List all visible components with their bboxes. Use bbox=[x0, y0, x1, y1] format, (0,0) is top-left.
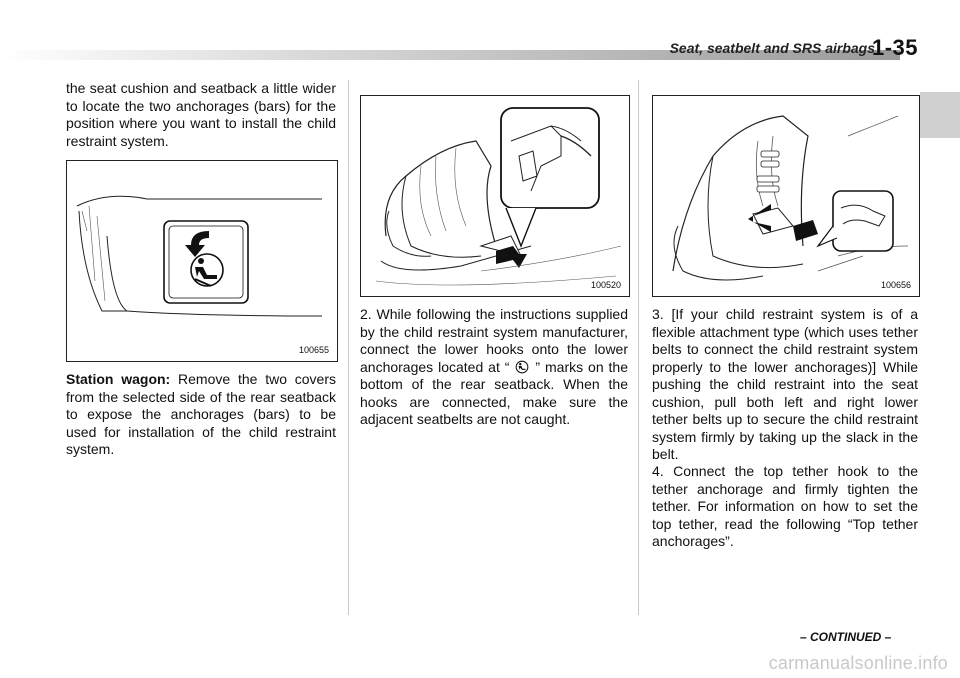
child-seat-anchor-icon bbox=[513, 360, 531, 374]
figure-number: 100655 bbox=[298, 345, 329, 355]
page-number: 1-35 bbox=[871, 35, 918, 60]
watermark: carmanualsonline.info bbox=[768, 653, 948, 673]
column-divider bbox=[638, 80, 639, 615]
seatback-cover-illustration bbox=[67, 161, 337, 361]
figure-number: 100520 bbox=[590, 280, 621, 290]
col3-step4: 4. Connect the top tether hook to the tether anchorage and firmly tighten the tether. For information on how to set the top tether, read the following “Top tether anchorages”. bbox=[652, 463, 918, 549]
continued-label: – CONTINUED – bbox=[800, 630, 892, 644]
child-seat-anchor-icon bbox=[191, 254, 223, 286]
flexible-attachment-illustration bbox=[653, 96, 919, 296]
figure-lower-hooks bbox=[360, 95, 630, 297]
figure-anchorage-cover bbox=[66, 160, 338, 362]
step2-text-before: 2. While following the instructions supplied by the child restraint system manufacturer, connect the lower hooks onto the lower anchorages located at “ bbox=[360, 306, 628, 375]
col1-station-wagon-text bbox=[66, 371, 336, 459]
col1-intro: the seat cushion and seatback a little wider to locate the two anchorages (bars) for the position where you want to install the child restraint system. bbox=[66, 80, 336, 149]
section-title: Seat, seatbelt and SRS airbags bbox=[669, 40, 875, 56]
col2-step2 bbox=[360, 306, 628, 429]
station-wagon-label: Station wagon: bbox=[66, 371, 171, 387]
col3-step3: 3. [If your child restraint system is of a flexible attachment type (which uses tether belts to connect the child restraint system properly to the lower anchorages)] While pushing the child restraint into the seat cushion, pull both left and right lower tether belts up to secure the child restraint system firmly by taking up the slack in the belt. bbox=[652, 306, 918, 462]
step2-text-after: ” marks on the bottom of the rear seatback. When the hooks are connected, make sure the adjacent seatbelts are not caught. bbox=[360, 358, 628, 427]
figure-number: 100656 bbox=[880, 280, 911, 290]
station-wagon-body: Remove the two covers from the selected side of the rear seatback to expose the anchorages (bars) to be used for installation of the child restraint system. bbox=[66, 371, 337, 457]
figure-tether-belts bbox=[652, 95, 920, 297]
child-seat-hooks-illustration bbox=[361, 96, 629, 296]
thumb-tab bbox=[920, 92, 960, 138]
column-divider bbox=[348, 80, 349, 615]
